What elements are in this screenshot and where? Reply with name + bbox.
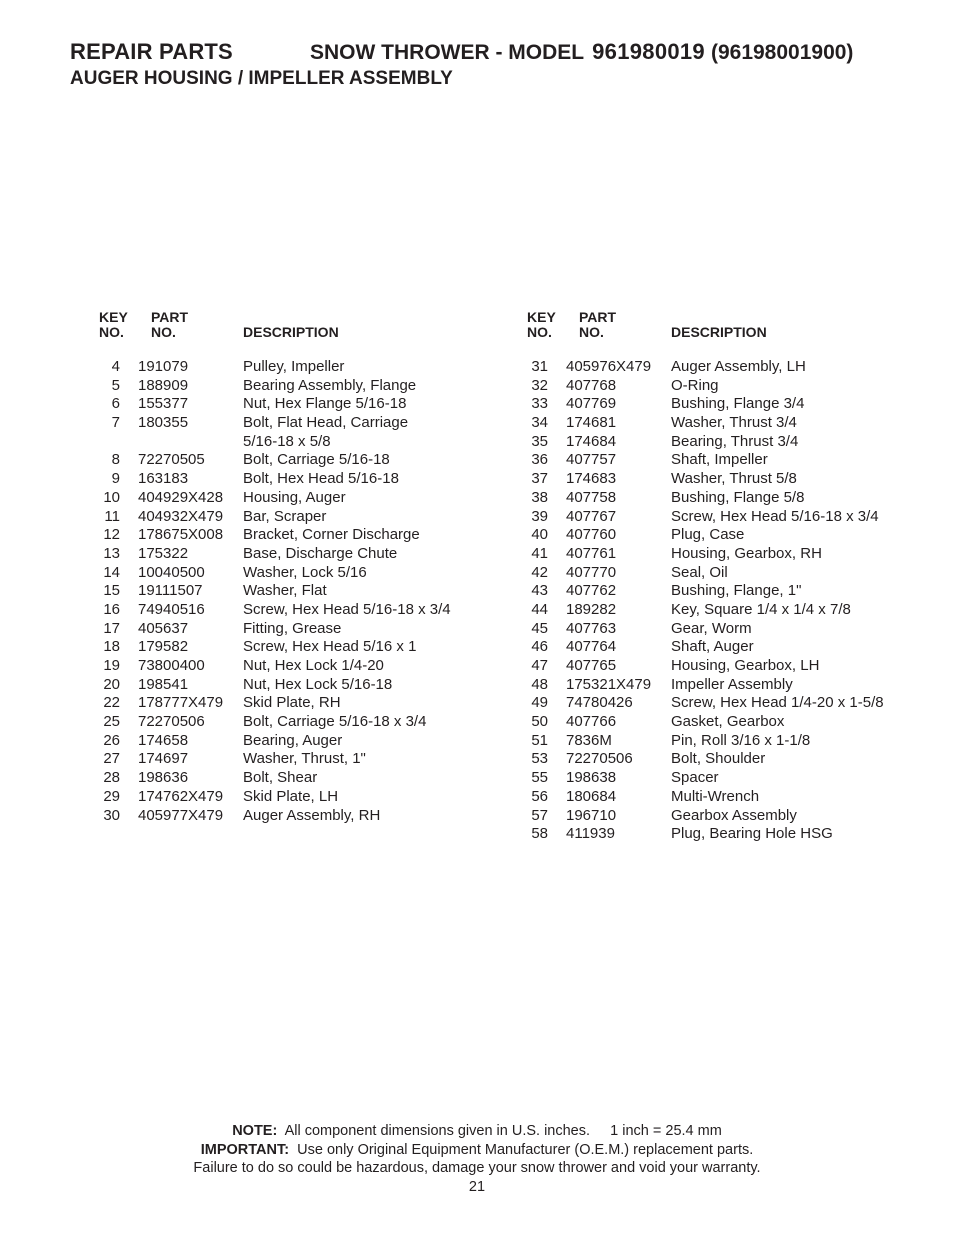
part-description: Bearing Assembly, Flange <box>243 376 417 394</box>
part-description: Pin, Roll 3/16 x 1-1/8 <box>671 731 811 749</box>
part-number: 189282 <box>566 600 617 618</box>
part-number: 198636 <box>138 769 189 787</box>
part-number: 407769 <box>566 395 617 413</box>
key-number: 29 <box>103 787 120 805</box>
part-description: Plug, Case <box>671 526 745 544</box>
part-number: 155377 <box>138 395 189 413</box>
part-number: 404929X428 <box>138 488 224 506</box>
part-description: Housing, Auger <box>243 488 346 506</box>
key-number: 58 <box>531 825 548 843</box>
key-number: 33 <box>531 395 548 413</box>
part-number: 74780426 <box>566 694 633 712</box>
part-description: Plug, Bearing Hole HSG <box>671 825 833 843</box>
key-number: 18 <box>103 638 120 656</box>
part-description: Shaft, Impeller <box>671 451 768 469</box>
part-description: Base, Discharge Chute <box>243 544 398 562</box>
key-header-line1: KEY <box>99 309 128 325</box>
key-number: 9 <box>111 470 120 488</box>
part-description: Washer, Lock 5/16 <box>243 563 367 581</box>
key-number: 37 <box>531 470 548 488</box>
part-number: 407766 <box>566 713 617 731</box>
part-number: 191079 <box>138 358 189 375</box>
part-description: Nut, Hex Lock 5/16-18 <box>243 675 393 693</box>
part-header <box>579 310 616 340</box>
part-number: 198638 <box>566 769 617 787</box>
part-number: 175321X479 <box>566 675 652 693</box>
part-description: Key, Square 1/4 x 1/4 x 7/8 <box>671 600 851 618</box>
part-description: Skid Plate, RH <box>243 694 341 712</box>
part-number: 407762 <box>566 582 617 600</box>
part-number: 163183 <box>138 470 189 488</box>
key-number: 40 <box>531 526 548 544</box>
key-number: 41 <box>531 544 548 562</box>
part-description: Seal, Oil <box>671 563 728 581</box>
part-description: Gear, Worm <box>671 619 752 637</box>
key-number: 26 <box>103 731 120 749</box>
key-number: 13 <box>103 544 120 562</box>
key-number: 22 <box>103 694 120 712</box>
key-number: 16 <box>103 600 120 618</box>
description-header: DESCRIPTION <box>671 324 767 340</box>
part-number: 72270506 <box>566 750 633 768</box>
page-header <box>70 36 930 90</box>
key-number: 43 <box>531 582 548 600</box>
key-number: 51 <box>531 731 548 749</box>
part-description: Skid Plate, LH <box>243 787 339 805</box>
part-number: 407768 <box>566 376 617 394</box>
key-number: 8 <box>111 451 120 469</box>
part-number: 10040500 <box>138 563 205 581</box>
part-header-line1: PART <box>579 309 617 325</box>
part-number: 405977X479 <box>138 806 224 824</box>
part-description: Bolt, Shoulder <box>671 750 766 768</box>
key-number: 14 <box>103 563 120 581</box>
part-description: Washer, Flat <box>243 582 327 600</box>
part-number: 405976X479 <box>566 358 652 375</box>
part-description: Screw, Hex Head 5/16-18 x 3/4 <box>243 600 451 618</box>
key-number: 28 <box>103 769 120 787</box>
part-number: 175322 <box>138 544 189 562</box>
part-header-line2: NO. <box>151 324 176 340</box>
part-description: Housing, Gearbox, RH <box>671 544 822 562</box>
part-number: 407758 <box>566 488 617 506</box>
key-number: 55 <box>531 769 548 787</box>
key-number: 44 <box>531 600 548 618</box>
key-number: 6 <box>111 395 120 413</box>
part-description: Multi-Wrench <box>671 787 760 805</box>
key-number: 7 <box>111 414 120 432</box>
part-number: 72270505 <box>138 451 205 469</box>
key-header <box>99 310 139 340</box>
part-description: Auger Assembly, LH <box>671 358 806 375</box>
part-number: 407757 <box>566 451 617 469</box>
part-number: 407760 <box>566 526 617 544</box>
key-number: 34 <box>531 414 548 432</box>
key-number: 5 <box>111 376 120 394</box>
part-description: Nut, Hex Lock 1/4-20 <box>243 657 384 674</box>
part-number: 174762X479 <box>138 787 224 805</box>
key-number: 53 <box>531 750 548 768</box>
part-number: 174684 <box>566 432 617 450</box>
part-description: Bolt, Shear <box>243 769 318 787</box>
part-description: Housing, Gearbox, LH <box>671 657 820 674</box>
part-description: Shaft, Auger <box>671 638 754 656</box>
key-number: 27 <box>103 750 120 768</box>
part-number: 407763 <box>566 619 617 637</box>
part-number: 411939 <box>566 825 615 843</box>
part-number: 73800400 <box>138 657 205 674</box>
key-number: 17 <box>103 619 120 637</box>
part-number: 180684 <box>566 787 617 805</box>
key-number: 42 <box>531 563 548 581</box>
part-number: 188909 <box>138 376 189 394</box>
part-description: Bushing, Flange 3/4 <box>671 395 805 413</box>
assembly-title: AUGER HOUSING / IMPELLER ASSEMBLY <box>70 68 453 89</box>
key-header-line2: NO. <box>527 324 552 340</box>
key-number: 30 <box>103 806 120 824</box>
key-header <box>527 310 567 340</box>
key-number: 46 <box>531 638 548 656</box>
part-description: O-Ring <box>671 376 719 394</box>
note-line <box>0 1122 954 1141</box>
part-description: Gasket, Gearbox <box>671 713 785 731</box>
key-number: 15 <box>103 582 120 600</box>
key-number: 4 <box>111 358 120 375</box>
part-number: 198541 <box>138 675 189 693</box>
part-description: Auger Assembly, RH <box>243 806 381 824</box>
part-number: 74940516 <box>138 600 205 618</box>
key-number: 10 <box>103 488 120 506</box>
part-number: 196710 <box>566 806 617 824</box>
part-number: 174658 <box>138 731 189 749</box>
key-number: 31 <box>531 358 548 375</box>
key-number: 35 <box>531 432 548 450</box>
part-description: Screw, Hex Head 5/16-18 x 3/4 <box>671 507 879 525</box>
note-text: All component dimensions given in U.S. inches. 1 inch = 25.4 mm <box>284 1123 722 1139</box>
part-description: Bearing, Auger <box>243 731 343 749</box>
part-description: Screw, Hex Head 1/4-20 x 1-5/8 <box>671 694 884 712</box>
important-line <box>0 1141 954 1160</box>
model-number: 961980019 <box>592 39 705 64</box>
key-number: 36 <box>531 451 548 469</box>
page-number: 21 <box>468 1179 486 1196</box>
product-label: SNOW THROWER - MODEL <box>310 41 585 64</box>
part-description: Bushing, Flange, 1" <box>671 582 802 600</box>
part-description: Bolt, Carriage 5/16-18 <box>243 451 390 469</box>
part-description: Washer, Thrust, 1" <box>243 750 366 768</box>
description-header: DESCRIPTION <box>243 324 339 340</box>
part-number: 174697 <box>138 750 189 768</box>
part-number: 180355 <box>138 414 189 432</box>
part-number: 7836M <box>566 731 612 749</box>
model-alt-number: (96198001900) <box>710 41 854 64</box>
key-number: 48 <box>531 675 548 693</box>
part-number: 407764 <box>566 638 617 656</box>
part-number: 179582 <box>138 638 189 656</box>
part-number: 407761 <box>566 544 617 562</box>
part-description: Bar, Scraper <box>243 507 327 525</box>
part-description: Bolt, Carriage 5/16-18 x 3/4 <box>243 713 427 731</box>
part-description: Bracket, Corner Discharge <box>243 526 420 544</box>
key-number: 56 <box>531 787 548 805</box>
part-number: 407765 <box>566 657 617 674</box>
part-number: 174683 <box>566 470 617 488</box>
key-header-line1: KEY <box>527 309 556 325</box>
key-number: 57 <box>531 806 548 824</box>
key-number: 19 <box>103 657 120 674</box>
part-number: 174681 <box>566 414 617 432</box>
part-number: 178777X479 <box>138 694 224 712</box>
part-number: 404932X479 <box>138 507 224 525</box>
key-number: 20 <box>103 675 120 693</box>
key-number: 38 <box>531 488 548 506</box>
part-description: Spacer <box>671 769 719 787</box>
key-number: 11 <box>104 507 120 525</box>
part-header-line2: NO. <box>579 324 604 340</box>
part-description: Fitting, Grease <box>243 619 342 637</box>
key-number: 32 <box>531 376 548 394</box>
key-number: 39 <box>531 507 548 525</box>
part-number: 405637 <box>138 619 189 637</box>
part-description: Bearing, Thrust 3/4 <box>671 432 799 450</box>
part-header-line1: PART <box>151 309 189 325</box>
part-description: Washer, Thrust 5/8 <box>671 470 797 488</box>
page-footer <box>0 1122 954 1197</box>
key-number: 12 <box>103 526 120 544</box>
part-number: 178675X008 <box>138 526 224 544</box>
key-number: 47 <box>531 657 548 674</box>
key-number: 25 <box>103 713 120 731</box>
part-description: Washer, Thrust 3/4 <box>671 414 797 432</box>
part-number: 19111507 <box>138 582 203 600</box>
part-description: Gearbox Assembly <box>671 806 797 824</box>
part-description: Bushing, Flange 5/8 <box>671 488 805 506</box>
part-description: Nut, Hex Flange 5/16-18 <box>243 395 407 413</box>
part-header <box>151 310 188 340</box>
part-description: Pulley, Impeller <box>243 358 345 375</box>
part-number: 72270506 <box>138 713 205 731</box>
model-title <box>310 39 853 65</box>
important-text: Use only Original Equipment Manufacturer (O.E.M.) replacement parts. <box>297 1141 754 1158</box>
note-label: NOTE: <box>232 1123 278 1139</box>
part-number: 407770 <box>566 563 617 581</box>
key-header-line2: NO. <box>99 324 124 340</box>
warning-line: Failure to do so could be hazardous, damage your snow thrower and void your warranty. <box>193 1160 761 1177</box>
part-description: Screw, Hex Head 5/16 x 1 <box>243 638 417 656</box>
part-description: Bolt, Hex Head 5/16-18 <box>243 470 399 488</box>
part-description: Bolt, Flat Head, Carriage <box>243 414 409 432</box>
part-description: Impeller Assembly <box>671 675 793 693</box>
key-number: 49 <box>531 694 548 712</box>
part-description: 5/16-18 x 5/8 <box>243 432 331 450</box>
header-line-1 <box>70 36 930 68</box>
section-title: REPAIR PARTS <box>70 39 233 64</box>
part-number: 407767 <box>566 507 617 525</box>
important-label: IMPORTANT: <box>200 1141 290 1158</box>
key-number: 50 <box>531 713 548 731</box>
key-number: 45 <box>531 619 548 637</box>
